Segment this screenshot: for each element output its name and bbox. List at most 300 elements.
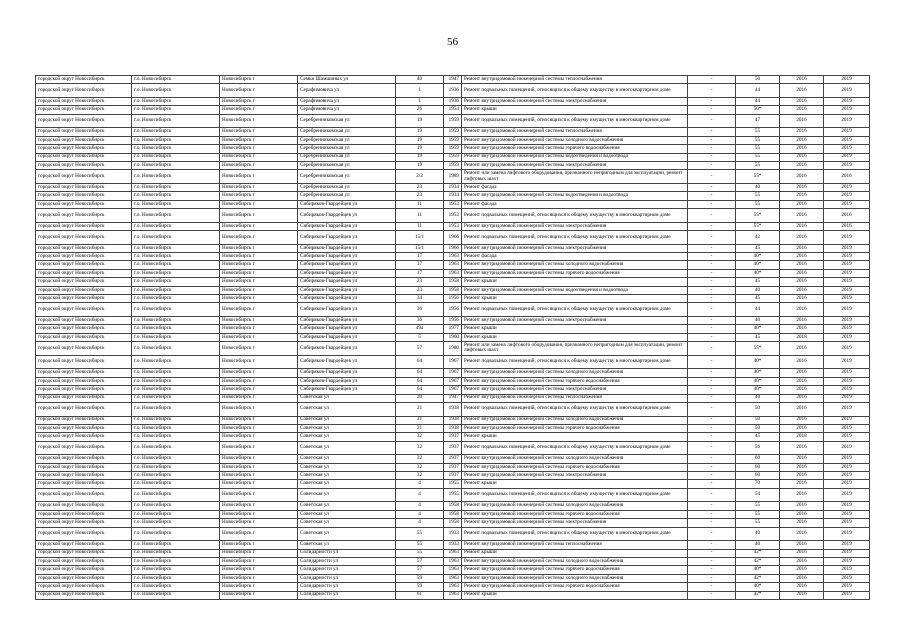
city-cell: г.о. Новосибирск [132, 557, 220, 565]
start-year-cell: 2016 [780, 170, 824, 184]
end-year-cell: 2019 [824, 527, 870, 541]
term-cell: 40 [736, 316, 780, 324]
year-cell: 1959 [444, 153, 462, 161]
municipality-cell: городской округ Новосибирск [36, 244, 132, 252]
city-cell: г.о. Новосибирск [132, 333, 220, 341]
house-number-cell: 36 [396, 316, 444, 324]
street-cell: Советская ул [298, 424, 396, 432]
house-number-cell: 4 [396, 519, 444, 527]
start-year-cell: 2016 [780, 145, 824, 153]
year-cell: 1963 [444, 583, 462, 591]
start-year-cell: 2016 [780, 591, 824, 599]
work-type-cell: Ремонт подвальных помещений, относящихся к общему имуществу в многоквартирном доме [462, 114, 688, 128]
table-row [36, 566, 870, 574]
city-cell: г.о. Новосибирск [132, 278, 220, 286]
year-cell: 1936 [444, 97, 462, 105]
work-type-cell: Ремонт внутридомовой инженерной системы электроснабжения [462, 222, 688, 230]
table-row [36, 97, 870, 105]
end-year-cell: 2019 [824, 480, 870, 488]
end-year-cell: 2019 [824, 303, 870, 317]
cost-cell: - [688, 433, 736, 441]
street-cell: Сибиряков-Гвардейцев ул [298, 261, 396, 269]
year-cell: 1934 [444, 183, 462, 191]
table-row [36, 463, 870, 471]
year-cell: 1959 [444, 114, 462, 128]
end-year-cell: 2019 [824, 244, 870, 252]
settlement-cell: Новосибирск г [220, 76, 298, 84]
end-year-cell: 2019 [824, 441, 870, 455]
work-type-cell: Ремонт внутридомовой инженерной системы холодного водоснабжения [462, 369, 688, 377]
house-number-cell: 40 [396, 76, 444, 84]
house-number-cell: 59 [396, 574, 444, 582]
cost-cell: - [688, 566, 736, 574]
work-type-cell: Ремонт крыши [462, 278, 688, 286]
municipality-cell: городской округ Новосибирск [36, 295, 132, 303]
city-cell: г.о. Новосибирск [132, 192, 220, 200]
street-cell: Солидарности ул [298, 574, 396, 582]
start-year-cell: 2016 [780, 455, 824, 463]
cost-cell: - [688, 583, 736, 591]
term-cell: 40* [736, 377, 780, 385]
start-year-cell: 2016 [780, 253, 824, 261]
house-number-cell: 19 [396, 114, 444, 128]
house-number-cell: 36 [396, 303, 444, 317]
municipality-cell: городской округ Новосибирск [36, 269, 132, 277]
city-cell: г.о. Новосибирск [132, 222, 220, 230]
settlement-cell: Новосибирск г [220, 441, 298, 455]
end-year-cell: 2019 [824, 394, 870, 402]
street-cell: Серебренниковская ул [298, 136, 396, 144]
municipality-cell: городской округ Новосибирск [36, 557, 132, 565]
start-year-cell: 2016 [780, 244, 824, 252]
settlement-cell: Новосибирск г [220, 209, 298, 223]
house-number-cell: 32 [396, 441, 444, 455]
end-year-cell: 2019 [824, 145, 870, 153]
house-number-cell: 11 [396, 209, 444, 223]
municipality-cell: городской округ Новосибирск [36, 192, 132, 200]
cost-cell: - [688, 286, 736, 294]
settlement-cell: Новосибирск г [220, 557, 298, 565]
start-year-cell: 2016 [780, 527, 824, 541]
end-year-cell: 2019 [824, 269, 870, 277]
house-number-cell: 55 [396, 527, 444, 541]
year-cell: 1963 [444, 549, 462, 557]
work-type-cell: Ремонт подвальных помещений, относящихся к общему имуществу в многоквартирном доме [462, 209, 688, 223]
end-year-cell: 2019 [824, 200, 870, 208]
year-cell: 1967 [444, 369, 462, 377]
table-row [36, 269, 870, 277]
municipality-cell: городской округ Новосибирск [36, 369, 132, 377]
term-cell: 42* [736, 574, 780, 582]
street-cell: Серебренниковская ул [298, 153, 396, 161]
cost-cell: - [688, 386, 736, 394]
cost-cell: - [688, 295, 736, 303]
municipality-cell: городской округ Новосибирск [36, 128, 132, 136]
end-year-cell: 2019 [824, 84, 870, 98]
cost-cell: - [688, 591, 736, 599]
city-cell: г.о. Новосибирск [132, 316, 220, 324]
year-cell: 1959 [444, 128, 462, 136]
street-cell: Советская ул [298, 510, 396, 518]
year-cell: 1953 [444, 200, 462, 208]
city-cell: г.о. Новосибирск [132, 269, 220, 277]
start-year-cell: 2016 [780, 303, 824, 317]
municipality-cell: городской округ Новосибирск [36, 200, 132, 208]
table-row [36, 377, 870, 385]
start-year-cell: 2016 [780, 183, 824, 191]
settlement-cell: Новосибирск г [220, 541, 298, 549]
settlement-cell: Новосибирск г [220, 480, 298, 488]
street-cell: Сибиряков-Гвардейцев ул [298, 231, 396, 245]
work-type-cell: Ремонт внутридомовой инженерной системы холодного водоснабжения [462, 136, 688, 144]
term-cell: 55 [736, 136, 780, 144]
cost-cell: - [688, 170, 736, 184]
city-cell: г.о. Новосибирск [132, 200, 220, 208]
cost-cell: - [688, 519, 736, 527]
start-year-cell: 2016 [780, 269, 824, 277]
street-cell: Сибиряков-Гвардейцев ул [298, 325, 396, 333]
table-row [36, 286, 870, 294]
term-cell: 50 [736, 76, 780, 84]
cost-cell: - [688, 278, 736, 286]
start-year-cell: 2016 [780, 278, 824, 286]
settlement-cell: Новосибирск г [220, 386, 298, 394]
table-row [36, 84, 870, 98]
cost-cell: - [688, 333, 736, 341]
year-cell: 1963 [444, 269, 462, 277]
city-cell: г.о. Новосибирск [132, 402, 220, 416]
work-type-cell: Ремонт крыши [462, 333, 688, 341]
street-cell: Серебренниковская ул [298, 128, 396, 136]
end-year-cell: 2019 [824, 455, 870, 463]
settlement-cell: Новосибирск г [220, 136, 298, 144]
start-year-cell: 2016 [780, 286, 824, 294]
term-cell: 55 [736, 153, 780, 161]
cost-cell: - [688, 527, 736, 541]
cost-cell: - [688, 253, 736, 261]
city-cell: г.о. Новосибирск [132, 84, 220, 98]
start-year-cell: 2016 [780, 566, 824, 574]
end-year-cell: 2019 [824, 557, 870, 565]
table-row [36, 278, 870, 286]
settlement-cell: Новосибирск г [220, 342, 298, 356]
house-number-cell: 57 [396, 342, 444, 356]
year-cell: 1933 [444, 527, 462, 541]
settlement-cell: Новосибирск г [220, 278, 298, 286]
settlement-cell: Новосибирск г [220, 286, 298, 294]
year-cell: 1966 [444, 244, 462, 252]
table-row [36, 455, 870, 463]
work-type-cell: Ремонт подвальных помещений, относящихся к общему имуществу в многоквартирном доме [462, 84, 688, 98]
start-year-cell: 2016 [780, 557, 824, 565]
city-cell: г.о. Новосибирск [132, 244, 220, 252]
table-row [36, 355, 870, 369]
street-cell: Советская ул [298, 541, 396, 549]
start-year-cell: 2016 [780, 222, 824, 230]
term-cell: 40* [736, 583, 780, 591]
city-cell: г.о. Новосибирск [132, 519, 220, 527]
cost-cell: - [688, 209, 736, 223]
municipality-cell: городской округ Новосибирск [36, 549, 132, 557]
street-cell: Советская ул [298, 472, 396, 480]
cost-cell: - [688, 463, 736, 471]
settlement-cell: Новосибирск г [220, 488, 298, 502]
house-number-cell: 4 [396, 480, 444, 488]
street-cell: Советская ул [298, 502, 396, 510]
term-cell: 44 [736, 84, 780, 98]
end-year-cell: 2019 [824, 161, 870, 169]
house-number-cell: 19 [396, 153, 444, 161]
municipality-cell: городской округ Новосибирск [36, 472, 132, 480]
table-row [36, 170, 870, 184]
municipality-cell: городской округ Новосибирск [36, 566, 132, 574]
city-cell: г.о. Новосибирск [132, 170, 220, 184]
end-year-cell: 2019 [824, 377, 870, 385]
work-type-cell: Ремонт внутридомовой инженерной системы электроснабжения [462, 97, 688, 105]
term-cell: 55* [736, 342, 780, 356]
settlement-cell: Новосибирск г [220, 463, 298, 471]
start-year-cell: 2016 [780, 549, 824, 557]
municipality-cell: городской округ Новосибирск [36, 136, 132, 144]
settlement-cell: Новосибирск г [220, 145, 298, 153]
end-year-cell: 2019 [824, 183, 870, 191]
house-number-cell: 26 [396, 106, 444, 114]
end-year-cell: 2019 [824, 97, 870, 105]
table-row [36, 386, 870, 394]
street-cell: Солидарности ул [298, 566, 396, 574]
year-cell: 1980 [444, 342, 462, 356]
cost-cell: - [688, 316, 736, 324]
start-year-cell: 2016 [780, 394, 824, 402]
house-number-cell: 20 [396, 394, 444, 402]
municipality-cell: городской округ Новосибирск [36, 253, 132, 261]
end-year-cell: 2019 [824, 316, 870, 324]
street-cell: Советская ул [298, 463, 396, 471]
cost-cell: - [688, 261, 736, 269]
term-cell: 45 [736, 295, 780, 303]
municipality-cell: городской округ Новосибирск [36, 170, 132, 184]
settlement-cell: Новосибирск г [220, 316, 298, 324]
work-type-cell: Ремонт внутридомовой инженерной системы холодного водоснабжения [462, 557, 688, 565]
term-cell: 40 [736, 286, 780, 294]
municipality-cell: городской округ Новосибирск [36, 84, 132, 98]
cost-cell: - [688, 424, 736, 432]
work-type-cell: Ремонт подвальных помещений, относящихся к общему имуществу в многоквартирном доме [462, 303, 688, 317]
term-cell: 44 [736, 303, 780, 317]
settlement-cell: Новосибирск г [220, 97, 298, 105]
start-year-cell: 2016 [780, 355, 824, 369]
city-cell: г.о. Новосибирск [132, 161, 220, 169]
house-number-cell: 21 [396, 416, 444, 424]
settlement-cell: Новосибирск г [220, 222, 298, 230]
work-type-cell: Ремонт внутридомовой инженерной системы горячего водоснабжения [462, 377, 688, 385]
work-type-cell: Ремонт крыши [462, 433, 688, 441]
end-year-cell: 2019 [824, 286, 870, 294]
work-type-cell: Ремонт внутридомовой инженерной системы водоотведения и водоотвода [462, 286, 688, 294]
year-cell: 1963 [444, 591, 462, 599]
table-row [36, 153, 870, 161]
house-number-cell: 17 [396, 261, 444, 269]
street-cell: Серебренниковская ул [298, 145, 396, 153]
settlement-cell: Новосибирск г [220, 510, 298, 518]
cost-cell: - [688, 153, 736, 161]
work-type-cell: Ремонт или замена лифтового оборудования, признанного непригодным для эксплуатации, ремонт лифтовых шахт [462, 170, 688, 184]
cost-cell: - [688, 76, 736, 84]
table-row [36, 76, 870, 84]
city-cell: г.о. Новосибирск [132, 541, 220, 549]
city-cell: г.о. Новосибирск [132, 566, 220, 574]
end-year-cell: 2019 [824, 153, 870, 161]
city-cell: г.о. Новосибирск [132, 472, 220, 480]
settlement-cell: Новосибирск г [220, 325, 298, 333]
municipality-cell: городской округ Новосибирск [36, 394, 132, 402]
street-cell: Сибиряков-Гвардейцев ул [298, 200, 396, 208]
work-type-cell: Ремонт крыши [462, 325, 688, 333]
term-cell: 40* [736, 269, 780, 277]
house-number-cell: 4 [396, 488, 444, 502]
municipality-cell: городской округ Новосибирск [36, 325, 132, 333]
table-row [36, 433, 870, 441]
house-number-cell: 5 [396, 333, 444, 341]
house-number-cell: 64 [396, 386, 444, 394]
table-row [36, 527, 870, 541]
city-cell: г.о. Новосибирск [132, 527, 220, 541]
year-cell: 1953 [444, 222, 462, 230]
year-cell: 1958 [444, 510, 462, 518]
cost-cell: - [688, 402, 736, 416]
settlement-cell: Новосибирск г [220, 170, 298, 184]
term-cell: 55 [736, 128, 780, 136]
year-cell: 1966 [444, 231, 462, 245]
table-row [36, 591, 870, 599]
settlement-cell: Новосибирск г [220, 502, 298, 510]
term-cell: 55 [736, 192, 780, 200]
street-cell: Советская ул [298, 402, 396, 416]
cost-cell: - [688, 161, 736, 169]
settlement-cell: Новосибирск г [220, 416, 298, 424]
start-year-cell: 2016 [780, 480, 824, 488]
table-row [36, 161, 870, 169]
start-year-cell: 2016 [780, 441, 824, 455]
term-cell: 45 [736, 278, 780, 286]
year-cell: 1967 [444, 355, 462, 369]
end-year-cell: 2019 [824, 402, 870, 416]
repair-schedule-table [35, 75, 870, 600]
work-type-cell: Ремонт внутридомовой инженерной системы электроснабжения [462, 161, 688, 169]
cost-cell: - [688, 472, 736, 480]
end-year-cell: 2019 [824, 510, 870, 518]
cost-cell: - [688, 244, 736, 252]
city-cell: г.о. Новосибирск [132, 128, 220, 136]
street-cell: Советская ул [298, 480, 396, 488]
settlement-cell: Новосибирск г [220, 574, 298, 582]
street-cell: Сибиряков-Гвардейцев ул [298, 369, 396, 377]
settlement-cell: Новосибирск г [220, 369, 298, 377]
end-year-cell: 2019 [824, 488, 870, 502]
house-number-cell: 17 [396, 269, 444, 277]
end-year-cell: 2019 [824, 416, 870, 424]
cost-cell: - [688, 84, 736, 98]
work-type-cell: Ремонт внутридомовой инженерной системы электроснабжения [462, 386, 688, 394]
work-type-cell: Ремонт фасада [462, 183, 688, 191]
term-cell: 45 [736, 333, 780, 341]
work-type-cell: Ремонт внутридомовой инженерной системы горячего водоснабжения [462, 269, 688, 277]
settlement-cell: Новосибирск г [220, 402, 298, 416]
year-cell: 1959 [444, 145, 462, 153]
term-cell: 40 [736, 183, 780, 191]
start-year-cell: 2016 [780, 97, 824, 105]
table-row [36, 209, 870, 223]
end-year-cell: 2019 [824, 386, 870, 394]
street-cell: Солидарности ул [298, 549, 396, 557]
year-cell: 1977 [444, 325, 462, 333]
work-type-cell: Ремонт внутридомовой инженерной системы холодного водоснабжения [462, 502, 688, 510]
settlement-cell: Новосибирск г [220, 114, 298, 128]
end-year-cell: 2019 [824, 433, 870, 441]
house-number-cell: 11 [396, 200, 444, 208]
end-year-cell: 2019 [824, 424, 870, 432]
table-row [36, 557, 870, 565]
street-cell: Советская ул [298, 527, 396, 541]
end-year-cell: 2019 [824, 591, 870, 599]
city-cell: г.о. Новосибирск [132, 261, 220, 269]
start-year-cell: 2016 [780, 510, 824, 518]
start-year-cell: 2016 [780, 541, 824, 549]
cost-cell: - [688, 574, 736, 582]
work-type-cell: Ремонт подвальных помещений, относящихся к общему имуществу в многоквартирном доме [462, 441, 688, 455]
city-cell: г.о. Новосибирск [132, 463, 220, 471]
term-cell: 45 [736, 433, 780, 441]
year-cell: 1937 [444, 472, 462, 480]
table-row [36, 583, 870, 591]
term-cell: 40 [736, 527, 780, 541]
municipality-cell: городской округ Новосибирск [36, 455, 132, 463]
start-year-cell: 2016 [780, 295, 824, 303]
house-number-cell: 23 [396, 286, 444, 294]
house-number-cell: 1 [396, 97, 444, 105]
city-cell: г.о. Новосибирск [132, 455, 220, 463]
year-cell: 1936 [444, 84, 462, 98]
term-cell: 50 [736, 424, 780, 432]
city-cell: г.о. Новосибирск [132, 183, 220, 191]
cost-cell: - [688, 502, 736, 510]
street-cell: Семьи Шамшиных ул [298, 76, 396, 84]
municipality-cell: городской округ Новосибирск [36, 377, 132, 385]
term-cell: 40 [736, 394, 780, 402]
term-cell: 55 [736, 510, 780, 518]
table-row [36, 222, 870, 230]
term-cell: 60 [736, 472, 780, 480]
city-cell: г.о. Новосибирск [132, 394, 220, 402]
house-number-cell: 49а [396, 325, 444, 333]
municipality-cell: городской округ Новосибирск [36, 286, 132, 294]
cost-cell: - [688, 455, 736, 463]
start-year-cell: 2016 [780, 231, 824, 245]
municipality-cell: городской округ Новосибирск [36, 183, 132, 191]
city-cell: г.о. Новосибирск [132, 441, 220, 455]
year-cell: 1963 [444, 261, 462, 269]
end-year-cell: 2019 [824, 76, 870, 84]
settlement-cell: Новосибирск г [220, 566, 298, 574]
year-cell: 1958 [444, 519, 462, 527]
work-type-cell: Ремонт внутридомовой инженерной системы водоотведения и водоотвода [462, 192, 688, 200]
municipality-cell: городской округ Новосибирск [36, 231, 132, 245]
settlement-cell: Новосибирск г [220, 519, 298, 527]
house-number-cell: 32 [396, 472, 444, 480]
municipality-cell: городской округ Новосибирск [36, 342, 132, 356]
year-cell: 1937 [444, 441, 462, 455]
street-cell: Серафимовича ул [298, 106, 396, 114]
